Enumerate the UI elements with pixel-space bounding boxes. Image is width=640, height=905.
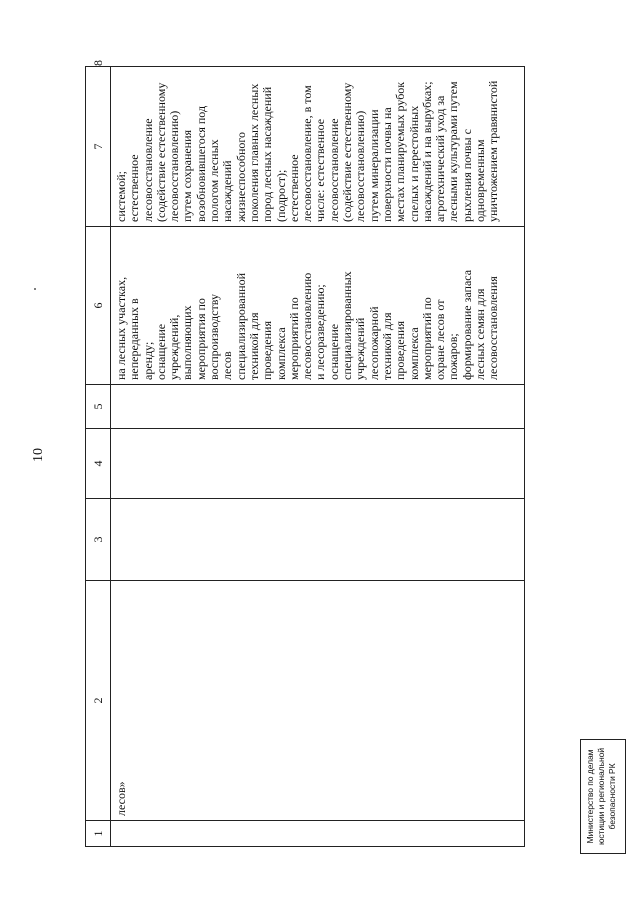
stamp-line-2: юстиции и региональной [596, 748, 606, 845]
cell-col-2-text: лесов» [114, 781, 128, 816]
stamp-text [581, 740, 625, 853]
table-header-row: 1 2 3 4 5 6 7 8 [86, 67, 111, 847]
header-col-4: 4 [86, 429, 111, 499]
page-number: 10 [31, 448, 46, 462]
scan-speck [34, 288, 36, 290]
cell-col-4 [111, 429, 525, 499]
cell-col-6 [111, 227, 525, 385]
cell-col-3 [111, 499, 525, 581]
cell-col-2 [111, 581, 525, 821]
document-table [85, 60, 525, 847]
header-col-3: 3 [86, 499, 111, 581]
cell-col-6-text: на лесных участках, непереданных в аренду; оснащение учреждений, выполняющих мероприятия по воспроизводству лесов специализированной техникой для проведения комплекса мероприятий по лесовосстановлению и лесоразведению; оснащение специализированных учреждений лесопожарной техникой для проведения комплекса мероприятий по охране лесов от пожаров; формирование запаса лесных семян для лесовосстановления [114, 269, 501, 380]
rotated-table-wrapper [85, 60, 525, 847]
header-col-1: 1 [86, 821, 111, 847]
table-row [111, 67, 525, 847]
cell-col-1 [111, 821, 525, 847]
ministry-stamp [580, 739, 626, 854]
header-col-6: 6 [86, 227, 111, 385]
header-col-5: 5 [86, 385, 111, 429]
header-col-2: 2 [86, 581, 111, 821]
header-col-7: 7 [86, 67, 111, 227]
cell-col-7 [111, 67, 525, 227]
stamp-line-3: безопасности РК [607, 763, 617, 830]
cell-col-5 [111, 385, 525, 429]
cell-col-7-text: системой; естественное лесовосстановление (содействие естественному лесовосстановлению) путем сохранения возобновившегося под пологом лесных насаждений жизнеспособного поколения главных лесных пород лесных насаждений (подрост); естественное лесовосстановление, в том числе: естественное лесовосстановление (содействие естественному лесовосстановлению) путем минерализации поверхности почвы на местах планируемых рубок спелых и перестойных насаждений и на вырубках; агротехнический уход за лесными культурами путем рыхления почвы с одновременным уничтожением травянистой [114, 80, 501, 222]
stamp-line-1: Министерство по делам [585, 749, 595, 844]
